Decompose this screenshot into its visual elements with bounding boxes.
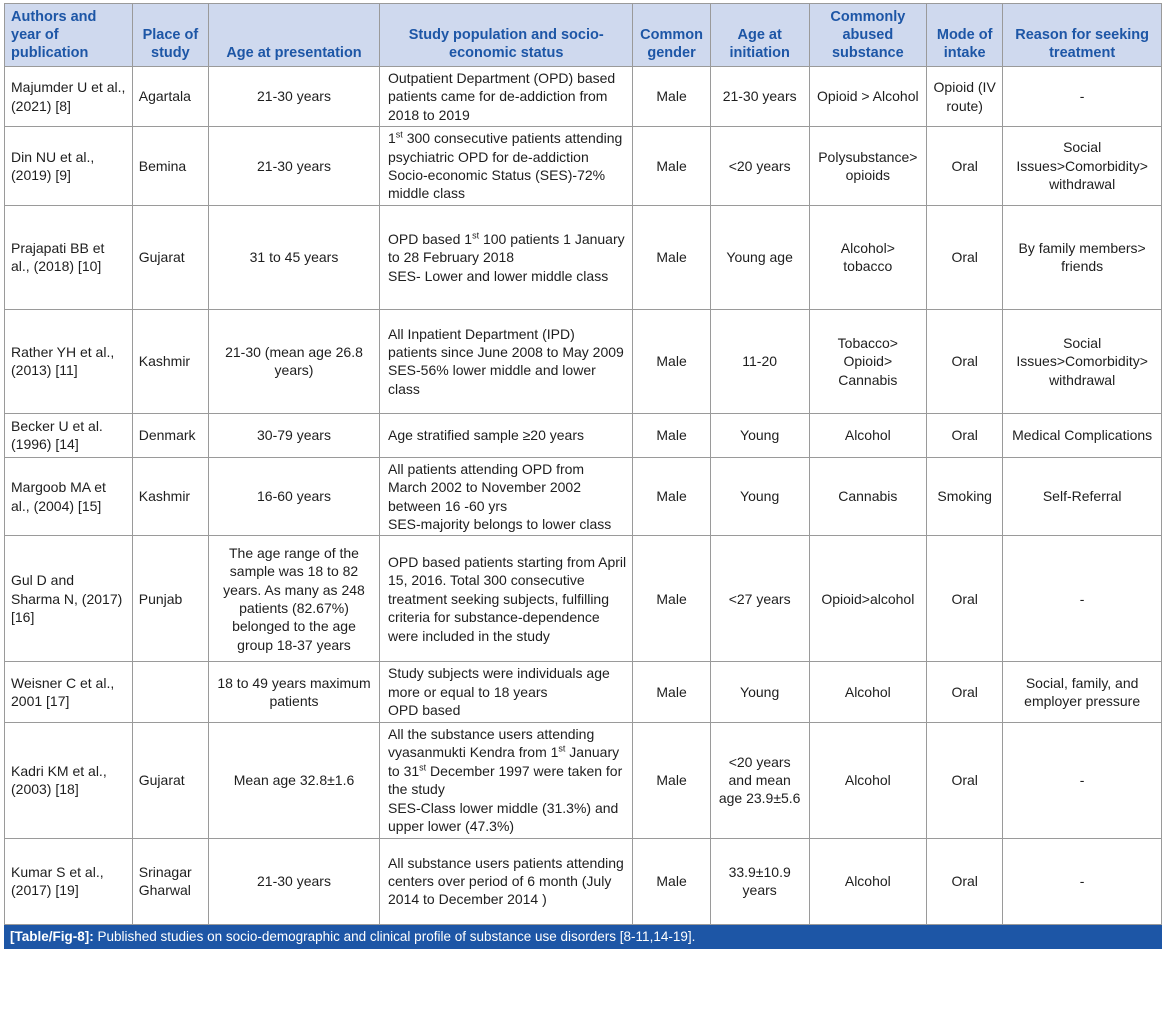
table-caption xyxy=(4,925,1162,949)
cell-mode: Oral xyxy=(927,309,1003,413)
cell-place: Srinagar Gharwal xyxy=(132,838,208,924)
cell-reason: Social Issues>Comorbidity> withdrawal xyxy=(1003,127,1162,206)
cell-population xyxy=(380,67,633,127)
population-text: SES-majority belongs to lower class xyxy=(388,516,612,533)
cell-place: Gujarat xyxy=(132,722,208,838)
cell-mode: Oral xyxy=(927,662,1003,722)
cell-mode: Oral xyxy=(927,127,1003,206)
cell-author: Gul D and Sharma N, (2017) [16] xyxy=(5,536,133,662)
cell-mode: Oral xyxy=(927,413,1003,457)
cell-population xyxy=(380,457,633,536)
cell-population xyxy=(380,536,633,662)
population-text: All substance users patients attending centers over period of 6 month (July 2014 to December 2014 ) xyxy=(388,854,624,908)
cell-age-initiation: Young age xyxy=(710,205,809,309)
cell-substance: Alcohol xyxy=(809,838,926,924)
cell-age-presentation: 31 to 45 years xyxy=(208,205,379,309)
cell-population xyxy=(380,662,633,722)
cell-gender: Male xyxy=(633,457,710,536)
table-row xyxy=(5,662,1162,722)
header-place: Place of study xyxy=(132,4,208,67)
header-population: Study population and socio-economic status xyxy=(380,4,633,67)
cell-substance: Opioid > Alcohol xyxy=(809,67,926,127)
cell-place: Kashmir xyxy=(132,309,208,413)
cell-place: Punjab xyxy=(132,536,208,662)
cell-mode: Opioid (IV route) xyxy=(927,67,1003,127)
population-text: All the substance users attending vyasanmukti Kendra from 1 xyxy=(388,725,595,761)
population-text: Study subjects were individuals age more or equal to 18 years xyxy=(388,665,610,700)
cell-population xyxy=(380,127,633,206)
cell-substance: Alcohol xyxy=(809,662,926,722)
header-reason: Reason for seeking treatment xyxy=(1003,4,1162,67)
population-text: Outpatient Department (OPD) based patients came for de-addiction from 2018 to 2019 xyxy=(388,70,616,123)
cell-gender: Male xyxy=(633,205,710,309)
cell-place: Bemina xyxy=(132,127,208,206)
population-text: 1 xyxy=(388,130,396,147)
cell-substance: Alcohol xyxy=(809,722,926,838)
cell-author: Kumar S et al., (2017) [19] xyxy=(5,838,133,924)
cell-age-initiation: <20 years xyxy=(710,127,809,206)
cell-mode: Oral xyxy=(927,838,1003,924)
cell-gender: Male xyxy=(633,722,710,838)
header-age-presentation: Age at presentation xyxy=(208,4,379,67)
population-text: SES-56% lower middle and lower class xyxy=(388,362,596,397)
cell-age-presentation: 18 to 49 years maximum patients xyxy=(208,662,379,722)
cell-reason: - xyxy=(1003,838,1162,924)
cell-age-presentation: 21-30 (mean age 26.8 years) xyxy=(208,309,379,413)
table-row xyxy=(5,67,1162,127)
cell-reason: Social Issues>Comorbidity> withdrawal xyxy=(1003,309,1162,413)
cell-population xyxy=(380,722,633,838)
cell-substance: Alcohol> tobacco xyxy=(809,205,926,309)
table-container xyxy=(4,3,1162,949)
cell-age-presentation: 21-30 years xyxy=(208,838,379,924)
cell-author: Din NU et al., (2019) [9] xyxy=(5,127,133,206)
cell-population xyxy=(380,413,633,457)
table-row xyxy=(5,413,1162,457)
header-gender: Common gender xyxy=(633,4,710,67)
cell-age-initiation: Young xyxy=(710,413,809,457)
cell-age-initiation: 33.9±10.9 years xyxy=(710,838,809,924)
cell-reason: Social, family, and employer pressure xyxy=(1003,662,1162,722)
cell-mode: Oral xyxy=(927,536,1003,662)
ordinal-suffix: st xyxy=(472,230,480,241)
cell-gender: Male xyxy=(633,662,710,722)
header-row xyxy=(5,4,1162,67)
header-authors: Authors and year of publication xyxy=(5,4,133,67)
table-row xyxy=(5,722,1162,838)
cell-place: Denmark xyxy=(132,413,208,457)
ordinal-suffix: st xyxy=(419,762,427,773)
cell-age-presentation: 21-30 years xyxy=(208,127,379,206)
cell-age-presentation: 30-79 years xyxy=(208,413,379,457)
cell-age-presentation: Mean age 32.8±1.6 xyxy=(208,722,379,838)
cell-reason: Medical Complications xyxy=(1003,413,1162,457)
cell-author: Weisner C et al., 2001 [17] xyxy=(5,662,133,722)
population-text: 300 consecutive patients attending psychiatric OPD for de-addiction xyxy=(388,130,623,165)
population-text: Age stratified sample ≥20 years xyxy=(388,427,584,444)
table-row xyxy=(5,457,1162,536)
table-row xyxy=(5,838,1162,924)
cell-age-initiation: <27 years xyxy=(710,536,809,662)
cell-place: Agartala xyxy=(132,67,208,127)
table-body xyxy=(5,67,1162,925)
cell-age-initiation: 21-30 years xyxy=(710,67,809,127)
table-row xyxy=(5,127,1162,206)
population-text: OPD based 1 xyxy=(388,230,473,247)
population-text: All Inpatient Department (IPD) patients since June 2008 to May 2009 xyxy=(388,325,624,360)
population-text: Socio-economic Status (SES)-72% middle class xyxy=(388,167,606,202)
cell-mode: Oral xyxy=(927,205,1003,309)
cell-reason: - xyxy=(1003,722,1162,838)
cell-gender: Male xyxy=(633,413,710,457)
cell-author: Majumder U et al., (2021) [8] xyxy=(5,67,133,127)
header-mode: Mode of intake xyxy=(927,4,1003,67)
cell-place: Kashmir xyxy=(132,457,208,536)
ordinal-suffix: st xyxy=(558,743,566,754)
header-substance: Commonly abused substance xyxy=(809,4,926,67)
cell-mode: Smoking xyxy=(927,457,1003,536)
cell-gender: Male xyxy=(633,309,710,413)
cell-author: Becker U et al. (1996) [14] xyxy=(5,413,133,457)
cell-age-initiation: Young xyxy=(710,457,809,536)
cell-population xyxy=(380,309,633,413)
table-row xyxy=(5,309,1162,413)
cell-gender: Male xyxy=(633,67,710,127)
population-text: 100 patients 1 January to 28 February 2018 xyxy=(388,230,625,266)
table-header xyxy=(5,4,1162,67)
cell-reason: - xyxy=(1003,536,1162,662)
population-text: SES-Class lower middle (31.3%) and upper lower (47.3%) xyxy=(388,799,619,834)
cell-age-initiation: <20 years and mean age 23.9±5.6 xyxy=(710,722,809,838)
cell-substance: Cannabis xyxy=(809,457,926,536)
cell-place: Gujarat xyxy=(132,205,208,309)
cell-age-initiation: Young xyxy=(710,662,809,722)
cell-substance: Polysubstance> opioids xyxy=(809,127,926,206)
cell-population xyxy=(380,838,633,924)
population-text: January to 31 xyxy=(388,744,620,779)
cell-author: Prajapati BB et al., (2018) [10] xyxy=(5,205,133,309)
cell-author: Kadri KM et al., (2003) [18] xyxy=(5,722,133,838)
population-text: SES- Lower and lower middle class xyxy=(388,267,609,284)
ordinal-suffix: st xyxy=(395,129,403,140)
cell-gender: Male xyxy=(633,536,710,662)
population-text: December 1997 were taken for the study xyxy=(388,762,623,798)
population-text: OPD based xyxy=(388,702,461,719)
cell-substance: Tobacco> Opioid> Cannabis xyxy=(809,309,926,413)
cell-reason: - xyxy=(1003,67,1162,127)
cell-author: Rather YH et al., (2013) [11] xyxy=(5,309,133,413)
cell-age-presentation: The age range of the sample was 18 to 82 years. As many as 248 patients (82.67%) belonged to the age group 18-37 years xyxy=(208,536,379,662)
cell-age-initiation: 11-20 xyxy=(710,309,809,413)
population-text: OPD based patients starting from April 15, 2016. Total 300 consecutive treatment seeking subjects, fulfilling criteria for substance-dependence were included in the study xyxy=(388,553,627,644)
studies-table xyxy=(4,3,1162,925)
table-row xyxy=(5,536,1162,662)
cell-place xyxy=(132,662,208,722)
cell-reason: By family members> friends xyxy=(1003,205,1162,309)
cell-reason: Self-Referral xyxy=(1003,457,1162,536)
cell-gender: Male xyxy=(633,127,710,206)
header-age-initiation: Age at initiation xyxy=(710,4,809,67)
cell-substance: Opioid>alcohol xyxy=(809,536,926,662)
cell-age-presentation: 21-30 years xyxy=(208,67,379,127)
table-row xyxy=(5,205,1162,309)
cell-author: Margoob MA et al., (2004) [15] xyxy=(5,457,133,536)
cell-population xyxy=(380,205,633,309)
caption-text: Published studies on socio-demographic and clinical profile of substance use disorders [8-11,14-19]. xyxy=(93,928,696,944)
population-text: All patients attending OPD from March 2002 to November 2002 between 16 -60 yrs xyxy=(388,460,585,514)
cell-substance: Alcohol xyxy=(809,413,926,457)
cell-mode: Oral xyxy=(927,722,1003,838)
caption-tag: [Table/Fig-8]: xyxy=(10,928,94,944)
cell-age-presentation: 16-60 years xyxy=(208,457,379,536)
cell-gender: Male xyxy=(633,838,710,924)
